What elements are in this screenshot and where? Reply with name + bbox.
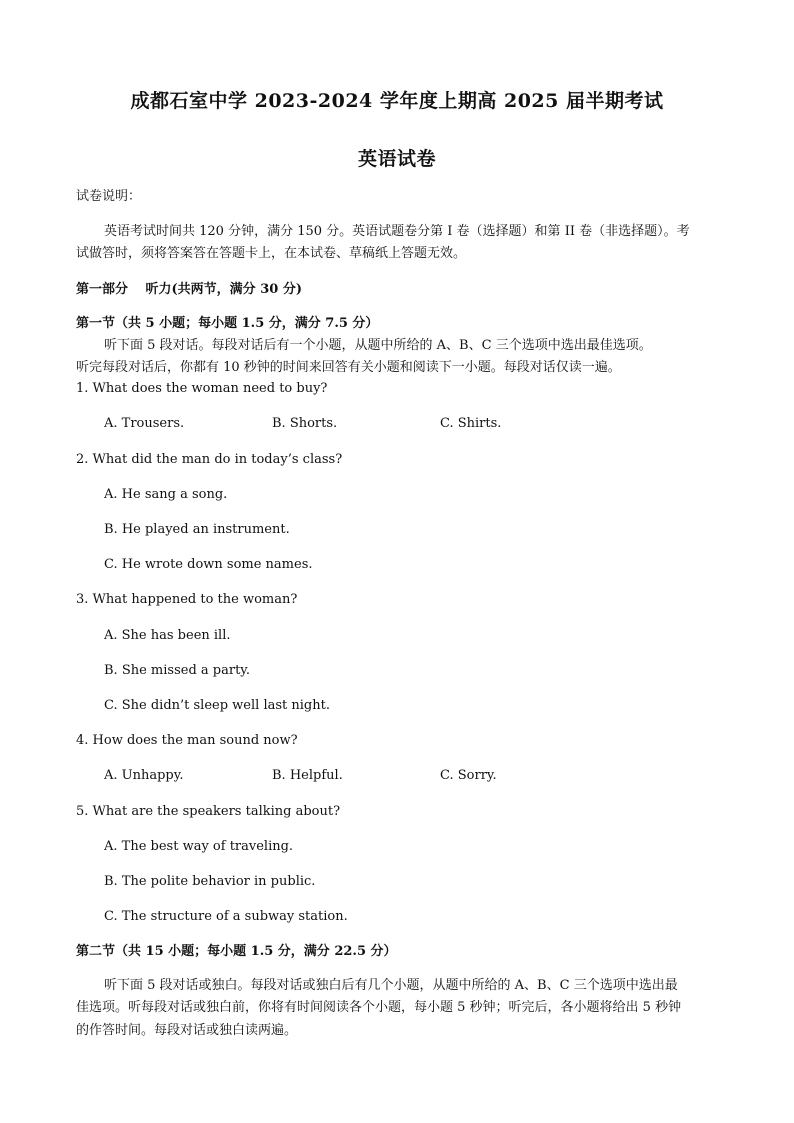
- answer-option: C. He wrote down some names.: [104, 557, 313, 572]
- answer-option: B. Helpful.: [272, 768, 343, 783]
- answer-option: C. She didn’t sleep well last night.: [104, 698, 330, 713]
- section-two-intro: 的作答时间。每段对话或独白读两遍。: [76, 1023, 298, 1038]
- section-two-intro: 听下面 5 段对话或独白。每段对话或独白后有几个小题，从题中所给的 A、B、C 三个选项中选出最: [104, 978, 678, 993]
- instructions-line: 试做答时，须将答案答在答题卡上，在本试卷、草稿纸上答题无效。: [76, 246, 467, 261]
- answer-option: A. She has been ill.: [104, 628, 231, 643]
- answer-option: C. Shirts.: [440, 416, 502, 431]
- section-one-heading: 第一节（共 5 小题；每小题 1.5 分，满分 7.5 分）: [76, 316, 379, 331]
- instructions-heading: 试卷说明：: [76, 189, 142, 204]
- answer-option: A. Trousers.: [104, 416, 185, 431]
- answer-option: C. Sorry.: [440, 768, 497, 783]
- answer-option: B. She missed a party.: [104, 663, 251, 678]
- section-two-heading: 第二节（共 15 小题；每小题 1.5 分，满分 22.5 分）: [76, 944, 397, 959]
- section-one-intro: 听下面 5 段对话。每段对话后有一个小题，从题中所给的 A、B、C 三个选项中选出最佳选项。: [104, 338, 652, 353]
- part-one-heading: 第一部分 听力(共两节，满分 30 分): [76, 282, 302, 297]
- question-text: 2. What did the man do in today’s class?: [76, 452, 343, 467]
- question-text: 3. What happened to the woman?: [76, 592, 298, 607]
- answer-option: B. The polite behavior in public.: [104, 874, 316, 889]
- answer-option: A. He sang a song.: [104, 487, 228, 502]
- answer-option: C. The structure of a subway station.: [104, 909, 348, 924]
- question-text: 1. What does the woman need to buy?: [76, 381, 328, 396]
- answer-option: B. He played an instrument.: [104, 522, 290, 537]
- answer-option: B. Shorts.: [272, 416, 338, 431]
- instructions-line: 英语考试时间共 120 分钟，满分 150 分。英语试题卷分第 I 卷（选择题）和第 II 卷（非选择题）。考: [104, 224, 690, 239]
- question-text: 5. What are the speakers talking about?: [76, 804, 341, 819]
- answer-option: A. Unhappy.: [104, 768, 184, 783]
- answer-option: A. The best way of traveling.: [104, 839, 294, 854]
- question-text: 4. How does the man sound now?: [76, 733, 298, 748]
- section-two-intro: 佳选项。听每段对话或独白前，你将有时间阅读各个小题，每小题 5 秒钟；听完后，各小题将给出 5 秒钟: [76, 1000, 682, 1015]
- exam-subtitle: 英语试卷: [357, 148, 436, 170]
- exam-title: 成都石室中学 2023-2024 学年度上期高 2025 届半期考试: [130, 90, 664, 112]
- section-one-intro: 听完每段对话后，你都有 10 秒钟的时间来回答有关小题和阅读下一小题。每段对话仅读一遍。: [76, 360, 621, 375]
